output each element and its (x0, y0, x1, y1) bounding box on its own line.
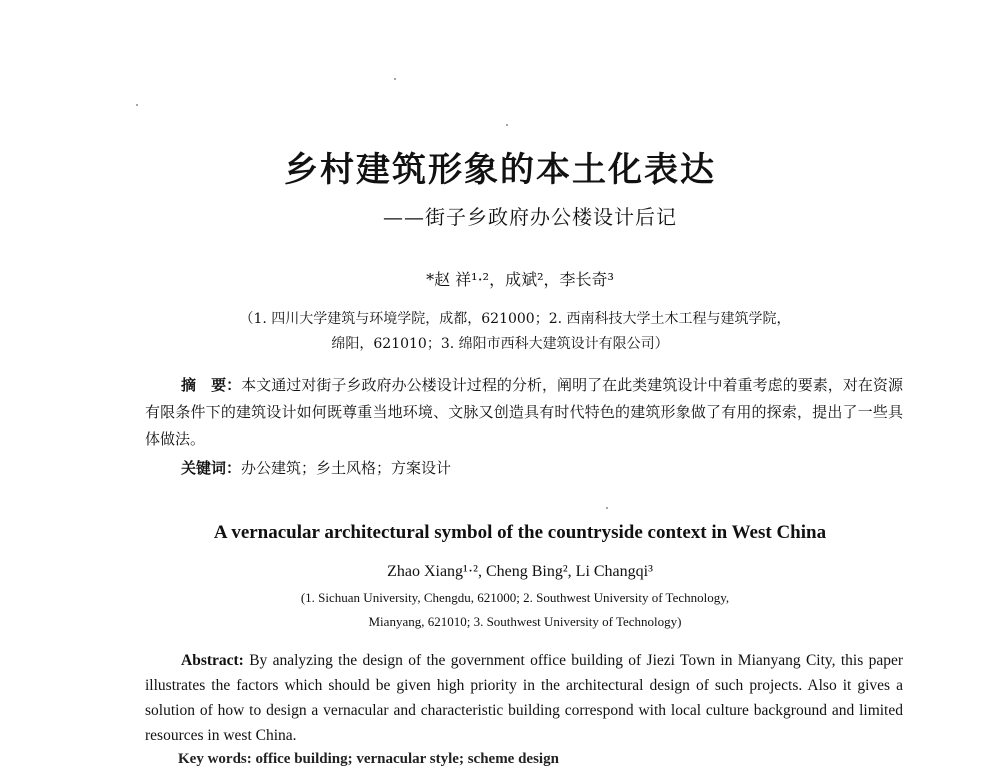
abstract-cn (145, 372, 903, 453)
paper-title-en: A vernacular architectural symbol of the countryside context in West China (213, 522, 827, 543)
keywords-cn-text: 办公建筑；乡土风格；方案设计 (241, 459, 452, 477)
scan-speck (506, 124, 508, 126)
authors-en: Zhao Xiang¹·², Cheng Bing², Li Changqi³ (387, 563, 653, 580)
affiliation-en-line1: (1. Sichuan University, Chengdu, 621000; 2. Southwest University of Technology, (300, 590, 730, 605)
affiliation-cn-line2: 绵阳，621010；3. 绵阳市西科大建筑设计有限公司） (331, 336, 669, 352)
keywords-en-partial: Key words: office building; vernacular style; scheme design (178, 751, 559, 767)
keywords-cn-label: 关键词： (181, 459, 242, 477)
abstract-en (145, 648, 903, 748)
authors-cn: *赵 祥¹·²，成斌²，李长奇³ (426, 270, 614, 289)
abstract-cn-label: 摘 要： (181, 376, 242, 394)
keywords-cn (181, 456, 451, 480)
affiliation-en-line2: Mianyang, 621010; 3. Southwest University of Technology) (368, 614, 682, 629)
scan-speck (394, 78, 396, 80)
paper-subtitle-cn: ——街子乡政府办公楼设计后记 (383, 205, 677, 229)
abstract-en-text: By analyzing the design of the government office building of Jiezi Town in Mianyang City, this paper illustrates the factors which should be given high priority in the architectural design of such projects. Also it gives a solution of how to design a vernacular and characteristic building correspond with local culture background and limited resources in west China. (145, 652, 904, 744)
abstract-cn-text: 本文通过对街子乡政府办公楼设计过程的分析，阐明了在此类建筑设计中着重考虑的要素，对在资源有限条件下的建筑设计如何既尊重当地环境、文脉又创造具有时代特色的建筑形象做了有用的探索，提出了一些具体做法。 (145, 376, 903, 448)
scan-speck (606, 507, 608, 509)
scan-speck (136, 104, 138, 106)
abstract-en-label: Abstract: (181, 652, 244, 669)
paper-title-cn: 乡村建筑形象的本土化表达 (284, 150, 716, 190)
affiliation-cn-line1: （1. 四川大学建筑与环境学院，成都，621000；2. 西南科技大学土木工程与建筑学院， (239, 311, 791, 327)
